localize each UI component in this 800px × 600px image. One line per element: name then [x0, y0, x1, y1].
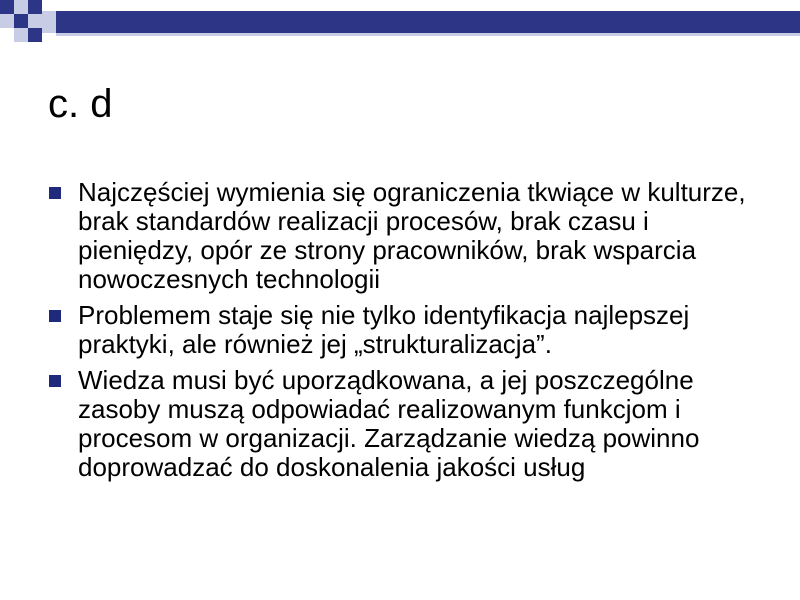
deco-square: [14, 0, 28, 14]
list-item: [48, 366, 768, 482]
deco-square: [14, 14, 28, 28]
deco-square: [28, 0, 42, 14]
bullet-text: Problemem staje się nie tylko identyfikacja najlepszej praktyki, ale również jej „strukturalizacja”.: [78, 300, 690, 359]
deco-square: [14, 28, 28, 42]
bullet-text: Najczęściej wymienia się ograniczenia tkwiące w kulturze, brak standardów realizacji procesów, brak czasu i pieniędzy, opór ze strony pracowników, brak wsparcia nowoczesnych technologii: [78, 177, 746, 294]
slide-title: c. d: [48, 82, 113, 126]
square-bullet-icon: [49, 187, 61, 199]
header-underline: [56, 33, 800, 36]
square-bullet-icon: [49, 375, 61, 387]
deco-square: [28, 14, 42, 28]
list-item: [48, 178, 768, 294]
square-bullet-icon: [49, 310, 61, 322]
deco-square: [0, 0, 14, 14]
list-item: [48, 301, 768, 359]
header-bar: [56, 11, 800, 33]
deco-square: [0, 14, 14, 28]
header-decoration: [0, 0, 800, 60]
deco-square: [28, 28, 42, 42]
bullet-text: Wiedza musi być uporządkowana, a jej poszczególne zasoby muszą odpowiadać realizowanym funkcjom i procesom w organizacji. Zarządzanie wiedzą powinno doprowadzać do doskonalenia jakości usług: [78, 365, 700, 482]
deco-square: [42, 11, 56, 33]
bullet-list: [48, 178, 768, 489]
